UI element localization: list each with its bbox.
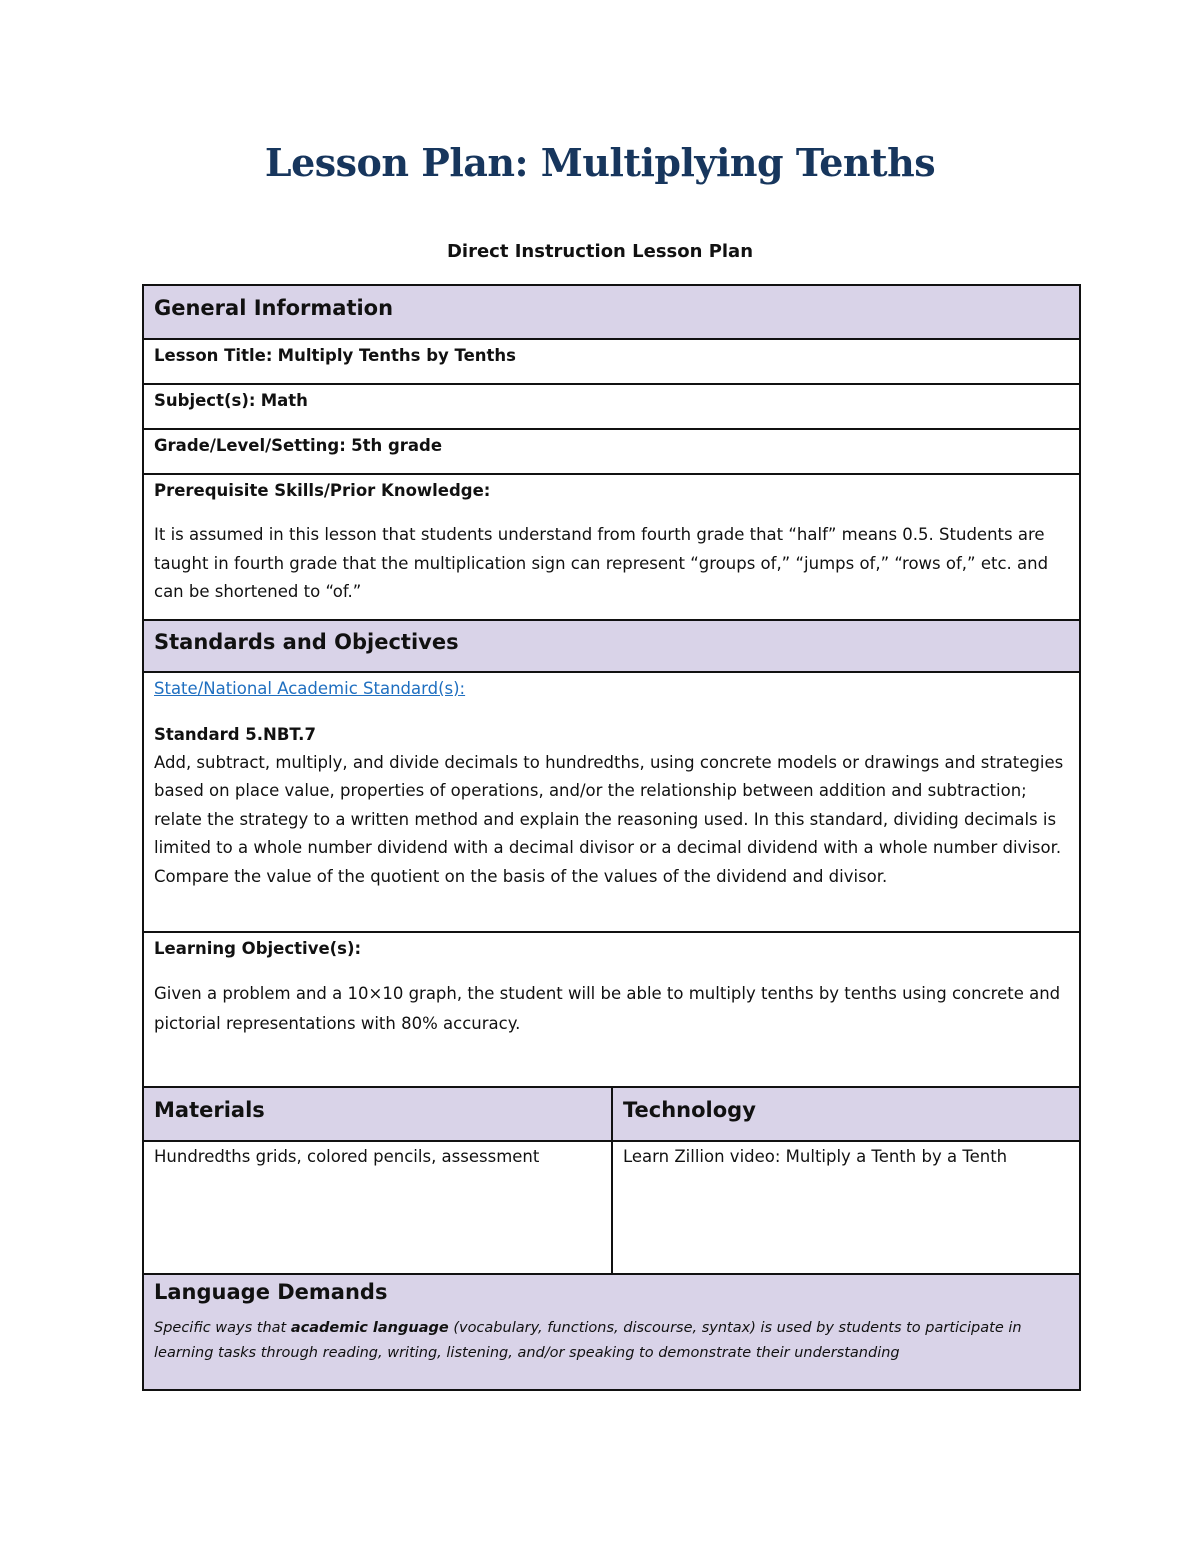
description-post: (vocabulary, functions, discourse, syntax) is used by students to participate in learning tasks through reading, writing, listening, and/or speaking to demonstrate their understanding	[154, 1320, 1022, 1361]
field-academic-standards	[144, 671, 1079, 931]
field-label: Prerequisite Skills/Prior Knowledge:	[154, 481, 491, 500]
standard-text: Add, subtract, multiply, and divide decimals to hundredths, using concrete models or drawings and strategies based on place value, properties of operations, and/or the relationship between addition and subtraction; relate the strategy to a written method and explain the reasoning used. In this standard, dividing decimals is limited to a whole number dividend with a decimal divisor or a decimal dividend with a whole number divisor. Compare the value of the quotient on the basis of the values of the dividend and divisor.	[154, 753, 1064, 886]
field-learning-objectives	[144, 931, 1079, 1086]
materials-cell	[144, 1142, 613, 1273]
section-header-standards-objectives	[144, 619, 1079, 671]
objective-text: Given a problem and a 10×10 graph, the student will be able to multiply tenths by tenths using concrete and pictorial representations with 80% accuracy.	[154, 984, 1061, 1033]
field-subject	[144, 383, 1079, 428]
section-header-general-information	[144, 286, 1079, 338]
document-title: Lesson Plan: Multiplying Tenths	[264, 140, 936, 185]
field-value: Math	[260, 391, 308, 410]
section-title: General Information	[154, 296, 394, 320]
description-bold: academic language	[290, 1320, 449, 1336]
field-prerequisite-skills	[144, 473, 1079, 619]
materials-technology-body-row	[144, 1140, 1079, 1273]
field-lesson-title	[144, 338, 1079, 383]
prerequisite-text: It is assumed in this lesson that students understand from fourth grade that “half” means 0.5. Students are taught in fourth grade that the multiplication sign can represent “groups of,” “jumps of,” “rows of,” etc. and can be shortened to “of.”	[154, 525, 1049, 601]
field-label: Lesson Title:	[154, 346, 273, 365]
materials-technology-header-row	[144, 1086, 1079, 1140]
lesson-plan-table	[142, 284, 1081, 1391]
field-label: Learning Objective(s):	[154, 939, 362, 958]
field-value: 5th grade	[351, 436, 443, 455]
standards-link[interactable]: State/National Academic Standard(s):	[154, 679, 466, 698]
section-title: Technology	[623, 1098, 756, 1122]
language-demands-description	[154, 1316, 1069, 1366]
section-title: Materials	[154, 1098, 265, 1122]
section-title: Language Demands	[154, 1280, 388, 1304]
field-value: Multiply Tenths by Tenths	[277, 346, 516, 365]
materials-text: Hundredths grids, colored pencils, assessment	[154, 1147, 540, 1166]
section-header-technology	[613, 1088, 1079, 1140]
field-label: Grade/Level/Setting:	[154, 436, 346, 455]
document-subtitle: Direct Instruction Lesson Plan	[446, 241, 754, 262]
field-grade-level	[144, 428, 1079, 473]
section-language-demands	[144, 1273, 1079, 1389]
description-pre: Specific ways that	[154, 1320, 291, 1336]
section-title: Standards and Objectives	[154, 630, 459, 654]
field-label: Subject(s):	[154, 391, 256, 410]
technology-text: Learn Zillion video: Multiply a Tenth by a Tenth	[623, 1147, 1008, 1166]
section-header-materials	[144, 1088, 613, 1140]
technology-cell	[613, 1142, 1079, 1273]
standard-code: Standard 5.NBT.7	[154, 725, 316, 744]
